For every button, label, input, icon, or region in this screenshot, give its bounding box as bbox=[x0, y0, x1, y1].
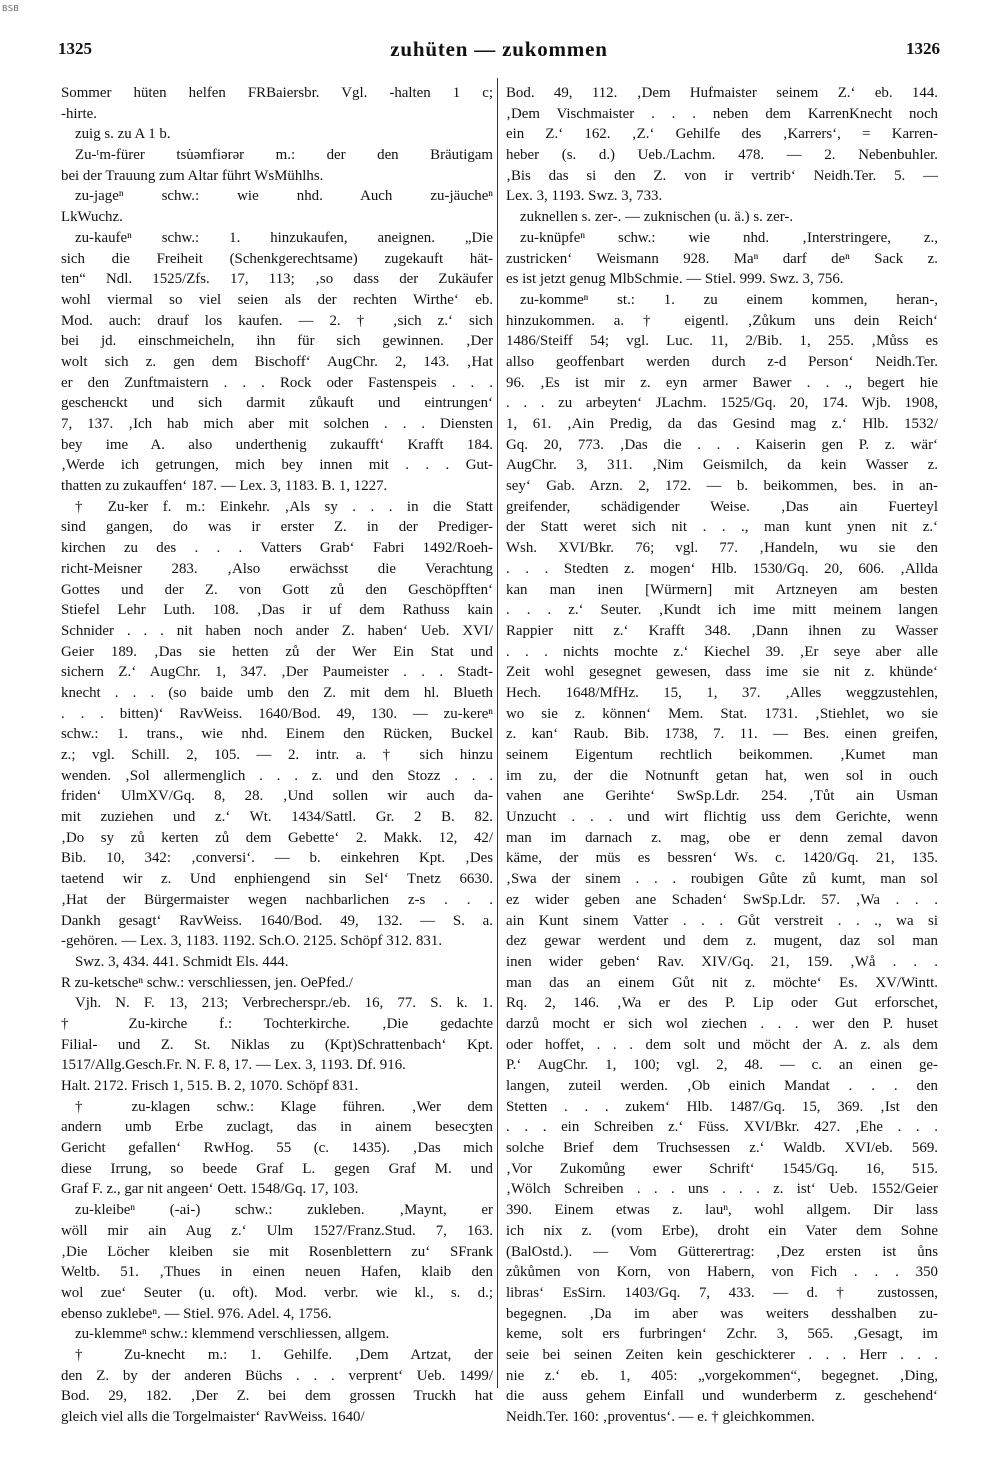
text-line: kirchen zu des . . . Vatters Grab‘ Fabri 1492/Roeh- bbox=[61, 540, 493, 557]
text-line: Swz. 3, 434. 441. Schmidt Els. 444. bbox=[75, 953, 289, 970]
page-number-right: 1326 bbox=[906, 39, 940, 58]
text-line: käme, der müs es bessren‘ Ws. c. 1420/Gq. 21, 135. bbox=[506, 850, 938, 867]
text-line: keme, solt ers furbringen‘ Zchr. 3, 565. ‚Gesagt, im bbox=[506, 1326, 938, 1343]
text-line: Hech. 1648/MfHz. 15, 1, 37. ‚Alles weggzustehlen, bbox=[506, 684, 938, 701]
text-line: zu-knüpfeⁿ schw.: wie nhd. ‚Interstringere, z., bbox=[520, 229, 938, 246]
text-line: Gericht gefallen‘ RwHog. 55 (c. 1435). ‚Das mich bbox=[61, 1140, 493, 1157]
text-line: Rq. 2, 146. ‚Wa er des P. Lip oder Gut erforschet, bbox=[506, 995, 938, 1012]
text-line: im zu, der die Notnunft getan hat, wen sol in ouch bbox=[506, 767, 938, 784]
text-line: Stiefel Lehr Luth. 108. ‚Das ir uf dem Rathuss kain bbox=[61, 602, 493, 619]
text-line: ‚Dem Vischmaister . . . neben dem KarrenKnecht noch bbox=[506, 105, 938, 122]
text-line: mit zuziehen und z.‘ Wt. 1434/Sattl. Gr. 2 B. 82. bbox=[61, 809, 493, 826]
text-line: zůkůmen von Korn, von Habern, von Fich . . . 350 bbox=[506, 1264, 938, 1281]
text-line: Sommer hüten helfen FRBaiersbr. Vgl. -halten 1 c; bbox=[61, 85, 493, 101]
text-line: z.; vgl. Schill. 2, 105. — 2. intr. a. † sich hinzu bbox=[61, 747, 493, 763]
text-line: Filial- und Z. St. Niklas zu (Kpt)Schrattenbach‘ Kpt. bbox=[61, 1036, 493, 1053]
text-line: wol zue‘ Seuter (u. oft). Mod. verbr. wie kl., s. d.; bbox=[61, 1284, 493, 1301]
text-line: ez wider geben ane Schaden‘ SwSp.Ldr. 57. ‚Wa . . . bbox=[506, 891, 938, 908]
text-line: 390. Einem etwas z. lauⁿ, wohl allgem. Dir lass bbox=[506, 1202, 938, 1219]
text-line: Vjh. N. F. 13, 213; Verbrecherspr./eb. 16, 77. S. k. 1. bbox=[75, 995, 493, 1012]
text-line: . . . Stedten z. mogen‘ Hlb. 1530/Gq. 20, 606. ‚Allda bbox=[506, 560, 938, 577]
text-line: gescheнckt und sich darmit zůkauft und eintrungen‘ bbox=[61, 395, 493, 412]
text-line: richt-Meisner 283. ‚Also erwächsst die Verachtung bbox=[61, 560, 493, 577]
text-line: 1517/Allg.Gesch.Fr. N. F. 8, 17. — Lex. 3, 1193. Df. 916. bbox=[61, 1057, 406, 1074]
text-line: zu-kleibeⁿ (-ai-) schw.: zukleben. ‚Maynt, er bbox=[75, 1202, 493, 1219]
text-line: ebenso zuklebeⁿ. — Stiel. 976. Adel. 4, 1756. bbox=[61, 1305, 332, 1322]
text-line: -hirte. bbox=[61, 105, 97, 122]
text-line: † Zu-kirche f.: Tochterkirche. ‚Die gedachte bbox=[61, 1015, 493, 1032]
text-line: diese Irrung, so beede Graf L. gegen Graf M. und bbox=[61, 1160, 493, 1177]
text-line: -gehören. — Lex. 3, 1183. 1192. Sch.O. 2125. Schöpf 312. 831. bbox=[61, 933, 443, 950]
text-line: zu-klemmeⁿ schw.: klemmend verschliessen, allgem. bbox=[75, 1326, 390, 1343]
text-line: wolt sich z. gen dem Bischoff‘ AugChr. 2, 143. ‚Hat bbox=[61, 353, 493, 370]
text-line: Lex. 3, 1193. Swz. 3, 733. bbox=[506, 188, 663, 205]
text-line: wo sie z. können‘ Mem. Stat. 1731. ‚Stiehlet, wo sie bbox=[506, 705, 938, 722]
text-line: zu-jageⁿ schw.: wie nhd. Auch zu-jäucheⁿ bbox=[75, 188, 493, 205]
text-line: ein Z.‘ 162. ‚Z.‘ Gehilfe des ‚Karrers‘, = Karren- bbox=[506, 126, 938, 143]
text-line: R zu-ketscheⁿ schw.: verschliessen, jen. OePfed./ bbox=[61, 974, 353, 991]
text-line: ‚Vor Zukomůng ewer Schrift‘ 1545/Gq. 16, 515. bbox=[506, 1160, 938, 1177]
text-line: . . . zu arbeyten‘ JLachm. 1525/Gq. 20, 174. Wjb. 1908, bbox=[506, 395, 938, 412]
text-line: hinzukommen. a. † eigentl. ‚Zůkum uns dein Reich‘ bbox=[506, 312, 938, 329]
text-line: wohl viermal so viel seien als der rechten Wirthe‘ eb. bbox=[61, 291, 493, 308]
text-line: ‚Hat der Bürgermaister wegen nachbarlichen z-s . . . bbox=[61, 891, 493, 908]
page-number-left: 1325 bbox=[58, 39, 92, 58]
text-line: Bod. 29, 182. ‚Der Z. bei dem grossen Truckh hat bbox=[61, 1388, 493, 1405]
text-line: ten“ Ndl. 1525/Zfs. 17, 113; ‚so dass der Zukäufer bbox=[61, 271, 493, 288]
text-line: 96. ‚Es ist mir z. eyn armer Bawer . . ., begert hie bbox=[506, 374, 938, 391]
text-line: † Zu-ker f. m.: Einkehr. ‚Als sy . . . in die Statt bbox=[75, 498, 493, 515]
text-line: knecht . . . (so baide umb den Z. mit dem hl. Blueth bbox=[61, 684, 493, 701]
text-line: libras‘ EsSirn. 1403/Gq. 7, 433. — d. † zustossen, bbox=[506, 1284, 938, 1301]
text-line: ain Kunt sinem Vatter . . . Gůt verstreit . . ., wa si bbox=[506, 912, 938, 929]
text-line: sind gangen, do was ir erster Z. in der Prediger- bbox=[61, 519, 493, 536]
text-line: ‚Wölch Schreiben . . . uns . . . z. ist‘ Ueb. 1552/Geier bbox=[506, 1181, 938, 1198]
text-line: zuknellen s. zer-. — zuknischen (u. ä.) s. zer-. bbox=[520, 209, 794, 226]
text-line: ‚Do sy zů kerten zů dem Gebette‘ 2. Makk. 12, 42/ bbox=[61, 829, 493, 846]
text-line: oder hoffet, . . . dem solt und möcht der A. z. als dem bbox=[506, 1036, 938, 1053]
text-line: ich nix z. (vom Erbe), droht ein Vater dem Sohne bbox=[506, 1222, 938, 1239]
text-line: allso geoffenbart werden durch z-d Person‘ Neidh.Ter. bbox=[506, 353, 938, 370]
text-line: dez gewar werdent und dem z. mugent, daz sol man bbox=[506, 933, 938, 950]
text-line: 7, 137. ‚Ich hab mich aber mit solchen . . . Diensten bbox=[61, 416, 493, 432]
text-line: heber (s. d.) Ueb./Lachm. 478. — 2. Nebenbuhler. bbox=[506, 147, 938, 164]
text-line: ‚Werde ich getrungen, mich bey innen mit . . . Gut- bbox=[61, 457, 493, 474]
text-line: bei jd. einschmeicheln, ihn für sich gewinnen. ‚Der bbox=[61, 333, 493, 350]
column-divider bbox=[497, 78, 498, 1388]
text-line: begegnen. ‚Da im aber was weiters desshalben zu- bbox=[506, 1305, 938, 1322]
text-line: LkWuchz. bbox=[61, 209, 123, 226]
text-line: . . . nichts mochte z.‘ Kiechel 39. ‚Er seye aber alle bbox=[506, 643, 938, 660]
text-line: zustricken‘ Weismann 928. Maⁿ darf deⁿ Sack z. bbox=[506, 250, 938, 267]
text-line: zu-kaufeⁿ schw.: 1. hinzukaufen, aneignen. „Die bbox=[75, 229, 493, 246]
text-line: Bib. 10, 342: ‚conversi‘. — b. einkehren Kpt. ‚Des bbox=[61, 850, 493, 867]
text-line: kan man inen [Würmern] mit Artzneyen am besten bbox=[506, 581, 938, 598]
text-line: ‚Die Löcher kleiben sie mit Rosenblettern zu‘ SFrank bbox=[61, 1243, 493, 1260]
text-line: inen wider geben‘ Rav. XIV/Gq. 21, 159. ‚Wå . . . bbox=[506, 953, 938, 970]
text-line: Stetten . . . zukem‘ Hlb. 1487/Gq. 15, 369. ‚Ist den bbox=[506, 1098, 938, 1115]
text-line: . . . z.‘ Seuter. ‚Kundt ich ime mitt meinem langen bbox=[506, 602, 938, 619]
text-line: taetend wir z. Und enphiengend sin Sel‘ Tnetz 6630. bbox=[61, 871, 493, 888]
headword-range: zuhüten — zukommen bbox=[390, 37, 608, 61]
text-line: seinem Eigentum rechtlich beikommen. ‚Kumet man bbox=[506, 747, 938, 763]
text-line: AugChr. 3, 311. ‚Nim Geismilch, da kein Wasser z. bbox=[506, 457, 938, 474]
text-line: Neidh.Ter. 160: ‚proventus‘. — e. † gleichkommen. bbox=[506, 1409, 815, 1425]
text-line: thatten zu zukauffen‘ 187. — Lex. 3, 1183. B. 1, 1227. bbox=[61, 478, 388, 495]
text-line: der Statt weret sich nit . . ., man kunt ynen nit z.‘ bbox=[506, 519, 938, 536]
text-line: Graf F. z., gar nit angeen‘ Oett. 1548/Gq. 17, 103. bbox=[61, 1181, 359, 1198]
text-line: sichern Z.‘ AugChr. 1, 347. ‚Der Paumeister . . . Stadt- bbox=[61, 664, 493, 681]
text-line: darzů mocht er sich wol ziechen . . . wer den P. huset bbox=[506, 1015, 938, 1032]
text-line: Schnider . . . nit haben noch ander Z. haben‘ Ueb. XVI/ bbox=[61, 622, 493, 639]
right-column bbox=[506, 83, 938, 1428]
text-line: man das an einem Gůt nit z. möchte‘ Es. XV/Wintt. bbox=[506, 974, 938, 991]
text-line: ‚Bis das si den Z. von ir vertrib‘ Neidh.Ter. 5. — bbox=[506, 167, 938, 184]
text-line: Zeit wohl gesegnet gewesen, dass ime sie nit z. khünde‘ bbox=[506, 664, 938, 681]
text-line: Gq. 20, 773. ‚Das die . . . Kaiserin gen P. z. wär‘ bbox=[506, 436, 938, 453]
text-line: bey ime A. also underthenig zukaufft‘ Krafft 184. bbox=[61, 436, 493, 453]
text-line: andern umb Erbe zuclagt, das in ainem besecʒten bbox=[61, 1119, 493, 1136]
text-line: . . . ein Schreiben z.‘ Füss. XVI/Bkr. 427. ‚Ehe . . . bbox=[506, 1119, 938, 1136]
text-line: greifender, schädigender Weise. ‚Das ain Fuerteyl bbox=[506, 498, 938, 515]
text-line: wöll mir ain Aug z.‘ Ulm 1527/Franz.Stud. 7, 163. bbox=[61, 1222, 493, 1239]
text-line: den Z. by der anderen Büchs . . . verprent‘ Ueb. 1499/ bbox=[61, 1367, 493, 1384]
text-line: nie z.‘ eb. 1, 405: „vorgekommen“, begegnet. ‚Ding, bbox=[506, 1367, 938, 1384]
text-line: zu-kommeⁿ st.: 1. zu einem kommen, heran-, bbox=[520, 291, 938, 308]
text-line: z. kan‘ Raub. Bib. 1738, 7. 11. — Bes. einen greifen, bbox=[506, 726, 938, 743]
text-line: 1486/Steiff 54; vgl. Luc. 11, 2/Bib. 1, 255. ‚Můss es bbox=[506, 333, 938, 350]
text-line: schw.: 1. trans., wie nhd. Einem den Rücken, Buckel bbox=[61, 726, 493, 743]
text-line: man im darnach z. mag, obe er denn zemal davon bbox=[506, 829, 938, 846]
text-line: es ist jetzt genug MlbSchmie. — Stiel. 999. Swz. 3, 756. bbox=[506, 271, 844, 288]
library-stamp: BSB bbox=[2, 4, 20, 13]
text-line: friden‘ UlmXV/Gq. 8, 28. ‚Und sollen wir auch da- bbox=[61, 788, 493, 805]
text-line: wenden. ‚Sol allermenglich . . . z. und den Stozz . . . bbox=[61, 767, 493, 784]
text-line: sey‘ Gab. Arzn. 2, 172. — b. beikommen, bes. in an- bbox=[506, 478, 938, 495]
text-line: † Zu-knecht m.: 1. Gehilfe. ‚Dem Artzat, der bbox=[75, 1346, 493, 1363]
text-line: vahen ane Gerihte‘ SwSp.Ldr. 254. ‚Tůt ain Usman bbox=[506, 788, 938, 805]
text-line: . . . bitten)‘ RavWeiss. 1640/Bod. 49, 130. — zu-kereⁿ bbox=[61, 705, 493, 722]
text-line: die auss gehem Einfall und wunderberm z. geschehend‘ bbox=[506, 1388, 938, 1405]
text-line: bei der Trauung zum Altar führt WsMühlhs. bbox=[61, 167, 324, 184]
text-line: sich die Freiheit (Schenkgerechtsame) zugekauft hät- bbox=[61, 250, 493, 267]
text-line: Unzucht . . . und wirt flichtig uss dem Gerichte, wenn bbox=[506, 809, 938, 826]
running-head bbox=[58, 33, 940, 63]
text-line: P.‘ AugChr. 1, 100; vgl. 2, 48. — c. an einen ge- bbox=[506, 1057, 938, 1074]
text-line: er den Zunftmaistern . . . Rock oder Fastenspeis . . . bbox=[61, 374, 493, 391]
text-line: Zu-ᵗm-fürer tsu̇əmfiərər m.: der den Bräutigam bbox=[75, 147, 493, 164]
text-line: solche Brief dem Truchsessen z.‘ Waldb. XVI/eb. 569. bbox=[506, 1140, 938, 1157]
left-column bbox=[61, 83, 493, 1428]
text-line: (BalOstd.). — Vom Gütterertrag: ‚Dez ersten ist ůns bbox=[506, 1243, 938, 1260]
text-line: Bod. 49, 112. ‚Dem Hufmaister seinem Z.‘ eb. 144. bbox=[506, 85, 938, 101]
text-line: Rappier nitt z.‘ Krafft 348. ‚Dann ihnen zu Wasser bbox=[506, 622, 938, 639]
text-line: † zu-klagen schw.: Klage führen. ‚Wer dem bbox=[75, 1098, 493, 1115]
text-line: Halt. 2172. Frisch 1, 515. B. 2, 1070. Schöpf 831. bbox=[61, 1078, 359, 1094]
text-line: Wsh. XVI/Bkr. 76; vgl. 77. ‚Handeln, wu sie den bbox=[506, 540, 938, 557]
text-line: Weltb. 51. ‚Thues in einen neuen Hafen, klaib den bbox=[61, 1264, 493, 1281]
text-line: zuig s. zu A 1 b. bbox=[75, 126, 171, 143]
text-line: Geier 189. ‚Das sie hetten zů der Wer Ein Stat und bbox=[61, 643, 493, 660]
text-line: Mod. auch: drauf los kaufen. — 2. † ‚sich z.‘ sich bbox=[61, 312, 493, 329]
text-line: ‚Swa der sinem . . . roubigen Gůte zů kumt, man sol bbox=[506, 871, 938, 888]
text-line: 1, 61. ‚Ain Predig, da das Gesind mag z.‘ Hlb. 1532/ bbox=[506, 416, 938, 432]
text-line: Dankh gesagt‘ RavWeiss. 1640/Bod. 49, 132. — S. a. bbox=[61, 912, 493, 929]
text-line: gleich viel alls die Torgelmaister‘ RavWeiss. 1640/ bbox=[61, 1409, 365, 1425]
text-line: seie bei seinen Zeiten kein geschickterer . . . Herr . . . bbox=[506, 1346, 938, 1363]
text-line: Gottes und der Z. von Gott zů den Geschöpfften‘ bbox=[61, 581, 493, 598]
text-line: langen, zuteil werden. ‚Ob einich Mandat . . . den bbox=[506, 1078, 938, 1094]
